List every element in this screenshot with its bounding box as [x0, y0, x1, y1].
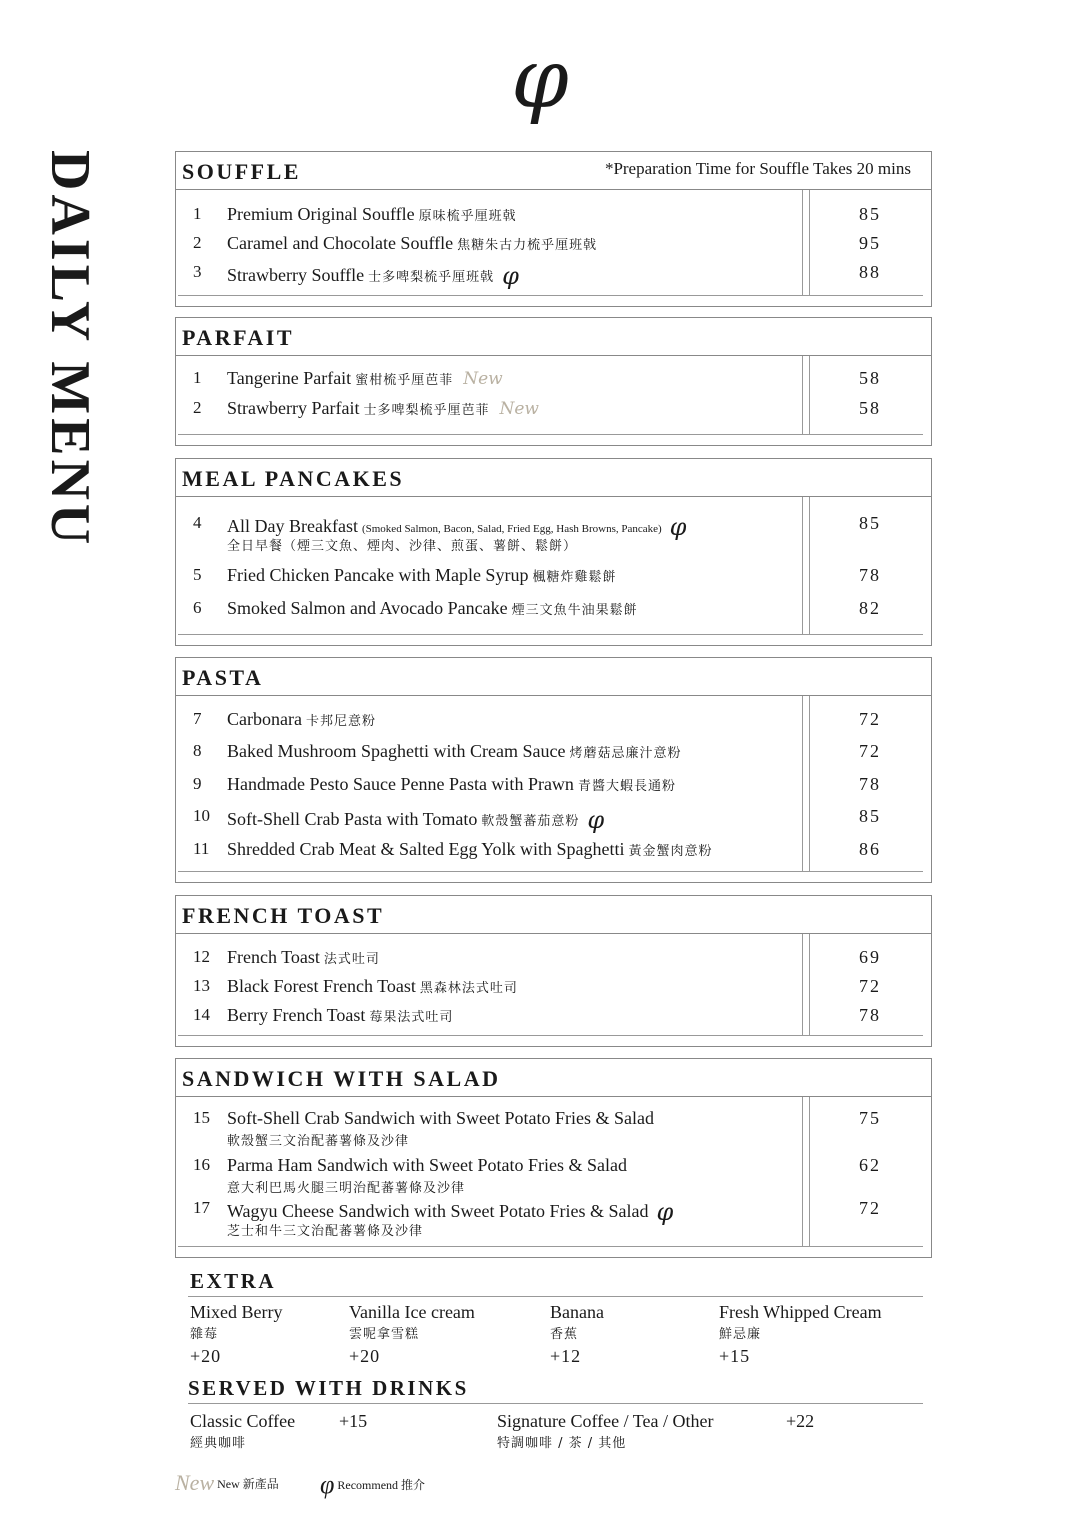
item-number: 1 — [193, 368, 202, 387]
section-header — [176, 152, 931, 190]
recommend-icon: φ — [320, 1470, 335, 1499]
item-price: 82 — [859, 598, 881, 618]
section-header — [176, 1059, 931, 1097]
extra-divider — [188, 1296, 923, 1297]
item-name-cn: 青醬大蝦長通粉 — [577, 779, 676, 794]
extra-name: Fresh Whipped Cream — [719, 1302, 882, 1322]
item-name: Strawberry Parfait 士多啤梨梳乎厘芭菲 New — [227, 398, 539, 419]
item-price: 72 — [859, 1198, 881, 1218]
section-title: FRENCH TOAST — [182, 903, 385, 928]
item-number: 7 — [193, 709, 202, 728]
section-souffle — [175, 151, 932, 307]
extra-name: Vanilla Ice cream — [349, 1302, 475, 1322]
item-name-cn: 烤蘑菇忌廉汁意粉 — [569, 746, 682, 761]
item-name: All Day Breakfast (Smoked Salmon, Bacon, Salad, Fried Egg, Hash Browns, Pancake) φ — [227, 513, 687, 541]
drink-name-cn: 特調咖啡 / 茶 / 其他 — [497, 1436, 627, 1451]
item-name: Soft-Shell Crab Pasta with Tomato 軟殼蟹蕃茄意粉 φ — [227, 806, 605, 834]
item-number: 12 — [193, 947, 210, 966]
recommend-icon: φ — [587, 806, 605, 834]
item-name-cn: 黑森林法式吐司 — [419, 981, 518, 996]
item-number: 4 — [193, 513, 202, 532]
item-price: 85 — [859, 513, 881, 533]
item-number: 13 — [193, 976, 210, 995]
section-title: PARFAIT — [182, 325, 295, 350]
item-name-cn: 軟殼蟹三文治配蕃薯條及沙律 — [227, 1134, 410, 1149]
item-name-cn: 軟殼蟹蕃茄意粉 — [481, 814, 580, 829]
item-price: 95 — [859, 233, 881, 253]
extra-price: +15 — [719, 1346, 751, 1366]
item-number: 14 — [193, 1005, 210, 1024]
item-name-cn: 原味梳乎厘班戟 — [418, 209, 517, 224]
item-name: Baked Mushroom Spaghetti with Cream Sauce 烤蘑菇忌廉汁意粉 — [227, 741, 682, 761]
drinks-divider — [188, 1403, 923, 1404]
new-badge-icon: New — [463, 369, 503, 389]
section-header — [176, 896, 931, 934]
item-number: 17 — [193, 1198, 210, 1217]
item-name-cn: 全日早餐（煙三文魚、煙肉、沙律、煎蛋、薯餅、鬆餅） — [227, 539, 578, 554]
item-number: 1 — [193, 204, 202, 223]
section-parfait — [175, 317, 932, 446]
item-number: 3 — [193, 262, 202, 281]
drink-name-cn: 經典咖啡 — [190, 1436, 247, 1451]
item-name-cn: 焦糖朱古力梳乎厘班戟 — [457, 238, 598, 253]
drink-price — [339, 1411, 367, 1432]
item-name-cn: 士多啤梨梳乎厘班戟 — [368, 270, 495, 285]
section-french-toast — [175, 895, 932, 1047]
section-title: MEAL PANCAKES — [182, 466, 405, 491]
item-name-cn: 意大利巴馬火腿三明治配蕃薯條及沙律 — [227, 1181, 466, 1196]
item-price: 85 — [859, 806, 881, 826]
item-name: Premium Original Souffle 原味梳乎厘班戟 — [227, 204, 517, 224]
item-number: 5 — [193, 565, 202, 584]
item-price: 85 — [859, 204, 881, 224]
item-name: Black Forest French Toast 黑森林法式吐司 — [227, 976, 518, 996]
item-name: Parma Ham Sandwich with Sweet Potato Fries & Salad — [227, 1155, 627, 1175]
extra-item — [719, 1302, 882, 1367]
extra-item — [349, 1302, 475, 1367]
extra-name: Mixed Berry — [190, 1302, 283, 1322]
extra-title: EXTRA — [190, 1269, 277, 1293]
item-name: Strawberry Souffle 士多啤梨梳乎厘班戟 φ — [227, 262, 519, 290]
page-title: DAILY MENU — [39, 150, 101, 549]
item-price: 72 — [859, 709, 881, 729]
item-name: Berry French Toast 莓果法式吐司 — [227, 1005, 454, 1025]
legend-recommend — [320, 1470, 425, 1500]
item-name-cn: 蜜柑梳乎厘芭菲 — [355, 373, 454, 388]
item-number: 15 — [193, 1108, 210, 1127]
item-name: French Toast 法式吐司 — [227, 947, 380, 967]
extra-name: Banana — [550, 1302, 604, 1322]
section-header — [176, 459, 931, 497]
item-number: 10 — [193, 806, 210, 825]
item-name-cn: 楓糖炸雞鬆餅 — [532, 570, 617, 585]
item-price: 58 — [859, 368, 881, 388]
drink-name: Signature Coffee / Tea / Other — [497, 1411, 714, 1431]
extra-price: +20 — [349, 1346, 381, 1366]
item-number: 6 — [193, 598, 202, 617]
new-badge-icon: New — [175, 1470, 215, 1495]
item-price: 78 — [859, 1005, 881, 1025]
legend-recommend-label: Recommend 推介 — [337, 1478, 426, 1492]
section-header — [176, 318, 931, 356]
item-name: Shredded Crab Meat & Salted Egg Yolk with Spaghetti 黃金蟹肉意粉 — [227, 839, 713, 859]
item-name-cn: 卡邦尼意粉 — [305, 714, 376, 729]
item-name-cn: 莓果法式吐司 — [369, 1010, 454, 1025]
section-pasta — [175, 657, 932, 883]
extra-price: +12 — [550, 1346, 582, 1366]
new-badge-icon: New — [499, 399, 539, 419]
recommend-icon: φ — [502, 262, 519, 290]
drinks-title: SERVED WITH DRINKS — [188, 1376, 469, 1400]
item-number: 11 — [193, 839, 210, 858]
item-name: Handmade Pesto Sauce Penne Pasta with Prawn 青醬大蝦長通粉 — [227, 774, 676, 794]
extra-price: +20 — [190, 1346, 222, 1366]
section-title: PASTA — [182, 665, 264, 690]
item-name-cn: 士多啤梨梳乎厘芭菲 — [363, 403, 490, 418]
extra-item — [190, 1302, 282, 1367]
item-name: Wagyu Cheese Sandwich with Sweet Potato Fries & Salad φ — [227, 1198, 674, 1226]
item-name-cn: 芝士和牛三文治配蕃薯條及沙律 — [227, 1224, 424, 1239]
drink-price-value: +22 — [786, 1411, 815, 1431]
extra-name-cn: 雲呢拿雪糕 — [349, 1327, 420, 1342]
item-name-cn: 法式吐司 — [323, 952, 380, 967]
drink-price-value: +15 — [339, 1411, 368, 1431]
item-price: 88 — [859, 262, 881, 282]
item-price: 78 — [859, 565, 881, 585]
extra-name-cn: 雜莓 — [190, 1327, 219, 1342]
drink-item — [190, 1411, 295, 1451]
item-name: Tangerine Parfait 蜜柑梳乎厘芭菲 New — [227, 368, 503, 389]
drink-name: Classic Coffee — [190, 1411, 296, 1431]
item-price: 86 — [859, 839, 881, 859]
item-price: 78 — [859, 774, 881, 794]
item-name-cn: 煙三文魚牛油果鬆餅 — [511, 603, 638, 618]
drink-item — [497, 1411, 714, 1451]
extra-name-cn: 香蕉 — [550, 1327, 579, 1342]
section-title: SANDWICH WITH SALAD — [182, 1066, 501, 1091]
item-price: 72 — [859, 741, 881, 761]
item-name: Carbonara 卡邦尼意粉 — [227, 709, 376, 729]
item-price: 69 — [859, 947, 881, 967]
item-number: 16 — [193, 1155, 210, 1174]
item-price: 75 — [859, 1108, 881, 1128]
item-name-cn: 黃金蟹肉意粉 — [628, 844, 713, 859]
section-meal-pancakes — [175, 458, 932, 646]
legend-new — [175, 1470, 279, 1496]
item-number: 9 — [193, 774, 202, 793]
extra-item — [550, 1302, 604, 1367]
section-sandwich — [175, 1058, 932, 1258]
item-name: Soft-Shell Crab Sandwich with Sweet Potato Fries & Salad — [227, 1108, 654, 1128]
brand-logo: φ — [511, 32, 569, 127]
recommend-icon: φ — [656, 1198, 674, 1226]
drink-price — [786, 1411, 814, 1432]
item-price: 72 — [859, 976, 881, 996]
item-name: Smoked Salmon and Avocado Pancake 煙三文魚牛油果鬆餅 — [227, 598, 638, 618]
preparation-note: *Preparation Time for Souffle Takes 20 mins — [604, 159, 911, 178]
extra-name-cn: 鮮忌廉 — [719, 1327, 762, 1342]
item-price: 58 — [859, 398, 881, 418]
item-name: Fried Chicken Pancake with Maple Syrup 楓糖炸雞鬆餅 — [227, 565, 617, 585]
item-price: 62 — [859, 1155, 881, 1175]
section-title: SOUFFLE — [182, 159, 301, 184]
section-header — [176, 658, 931, 696]
item-description: (Smoked Salmon, Bacon, Salad, Fried Egg, Hash Browns, Pancake) — [361, 523, 662, 535]
recommend-icon: φ — [669, 513, 687, 541]
item-name: Caramel and Chocolate Souffle 焦糖朱古力梳乎厘班戟 — [227, 233, 598, 253]
legend-new-label: New 新產品 — [217, 1477, 279, 1491]
item-number: 2 — [193, 398, 202, 417]
item-number: 2 — [193, 233, 202, 252]
item-number: 8 — [193, 741, 202, 760]
